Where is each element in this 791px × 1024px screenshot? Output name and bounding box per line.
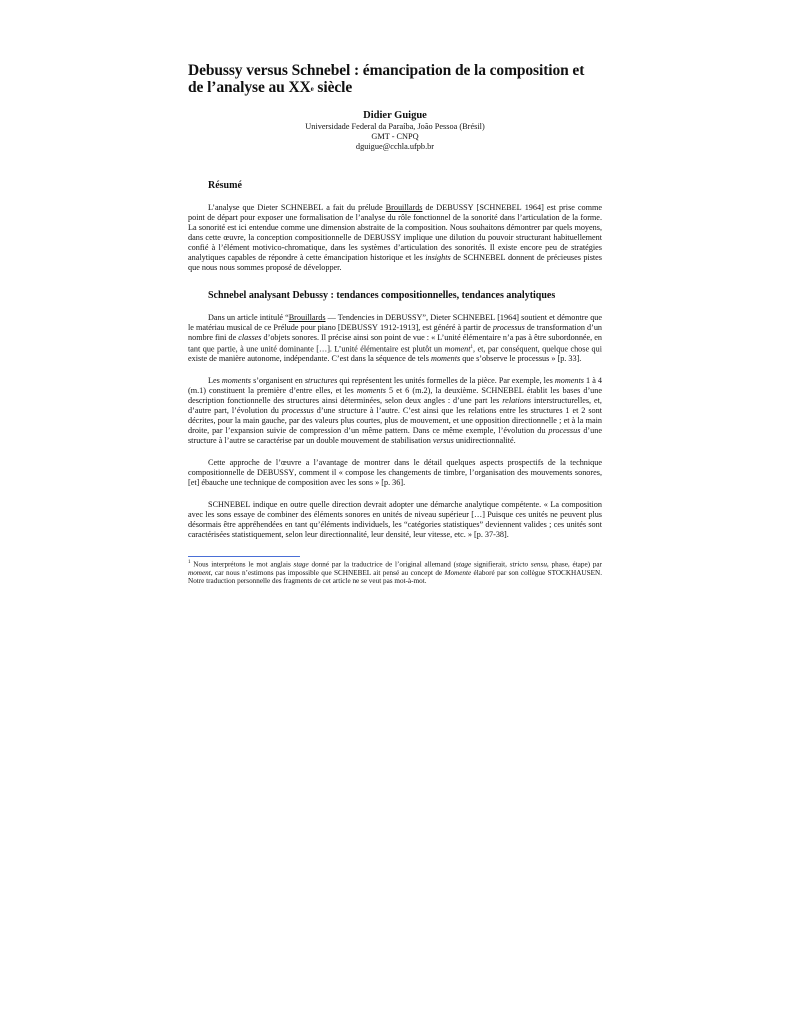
author-email[interactable]: dguigue@cchla.ufpb.br [355,142,435,151]
paper-title: Debussy versus Schnebel : émancipation de la composition et de l’analyse au XXe siècle [188,62,585,96]
footnote: $^1$ Nous interprétons le mot anglais stage donné par la traductrice de l’original allemand (stage signifierait, stricto sensu, phase, étape) par moment, car nous n’estimons pas impossible que SCHNEBEL ait pensé au concept de Momente élaboré par son collègue STOCKHAUSEN. Notre traduction personnelle des fragments de cet article ne se veut pas mot-à-mot. [188,559,603,586]
body-paragraph-1: Dans un article intitulé “Brouillards — Tendencies in DEBUSSY”, Dieter SCHNEBEL [1964] soutient et démontre que le matériau musical de ce Prélude pour piano [DEBUSSY 1912-1913], est généré à partir de processus de transformation d’un nombre fini de classes d’objets sonores. Il précise ainsi son point de vue : « L’unité élémentaire n’a pas à être subordonnée, en tant que partie, à une unité dominante […]. L’unité élémentaire est plutôt un moment$^1$, et, par conséquent, quelque chose qui existe de manière autonome, indépendante. C’est dans la séquence de tels moments que s’observe le processus » [p. 33]. [188,312,603,364]
footnote-divider [188,556,300,557]
abstract-paragraph: L’analyse que Dieter SCHNEBEL a fait du prélude Brouillards de DEBUSSY [SCHNEBEL 1964] est prise comme point de départ pour exposer une formalisation de l’analyse du rôle fonctionnel de la sonorité dans l’articulation de la forme. La sonorité est ici entendue comme une dimension abstraite de la composition. Nous souhaitons démontrer par quels moyens, dans cette œuvre, la conception compositionnelle de DEBUSSY implique une dilution du pouvoir structurant habituellement confié à l’élément motivico-chromatique, dans les systèmes d’articulation des sonorités. Il existe encore peu de stratégies analytiques capables de répondre à cette émancipation historique et les insights de SCHNEBEL donnent de précieuses pistes que nous nous sommes proposé de développer. [188,203,603,272]
author-name: Didier Guigue [363,110,427,121]
footnote-ref[interactable]: 1 [470,344,473,350]
author-affiliation: Universidade Federal da Paraíba, João Pessoa (Brésil) [305,122,485,131]
author-block [188,110,602,152]
section-heading: Schnebel analysant Debussy : tendances compositionnelles, tendances analytiques [208,289,556,301]
abstract-heading: Résumé [208,180,242,191]
brouillards-link[interactable]: Brouillards [385,203,423,212]
author-group: GMT - CNPQ [371,132,419,141]
body-paragraph-3: Cette approche de l’œuvre a l’avantage de montrer dans le détail quelques aspects prospectifs de la technique compositionnelle de DEBUSSY, comment il « compose les changements de timbre, l’organisation des mouvements sonores, [et] ébauche une technique de composition avec les sons » [p. 36]. [188,457,602,487]
body-paragraph-4: SCHNEBEL indique en outre quelle direction devrait adopter une démarche analytique compétente. « La composition avec les sons essaye de combiner des éléments sonores en unités de niveau supérieur […] Puisque ces unités ne peuvent plus désormais être appréhendées en tant qu’éléments individuels, les “catégories statistiques” deviennent valides ; ces unités sont caractérisées statistiquement, selon leur directionnalité, leur densité, leur vitesse, etc. » [p. 37-38]. [188,499,602,539]
brouillards-link-2[interactable]: Brouillards [288,312,326,322]
body-paragraph-2: Les moments s’organisent en structures qui représentent les unités formelles de la pièce. Par exemple, les moments 1 à 4 (m.1) constituent la première d’entre elles, et les moments 5 et 6 (m.2), la deuxième. SCHNEBEL établit les bases d’une description fonctionnelle des structures ainsi déterminées, selon deux angles : d’une part les relations interstructurelles, et, d’autre part, l’évolution du processus d’une structure à l’autre. C’est ainsi que les relations entre les structures 1 et 2 sont décrites, pour la main gauche, par des valeurs plus courtes, plus de mouvement, et une opposition directionnelle ; et à la main droite, par l’expansion suivie de compression d’un même pattern. Dans ce même exemple, l’évolution du processus d’une structure à l’autre se caractérise par un double mouvement de stabilisation versus unidirectionnalité. [188,376,602,445]
paper-page [188,62,602,593]
